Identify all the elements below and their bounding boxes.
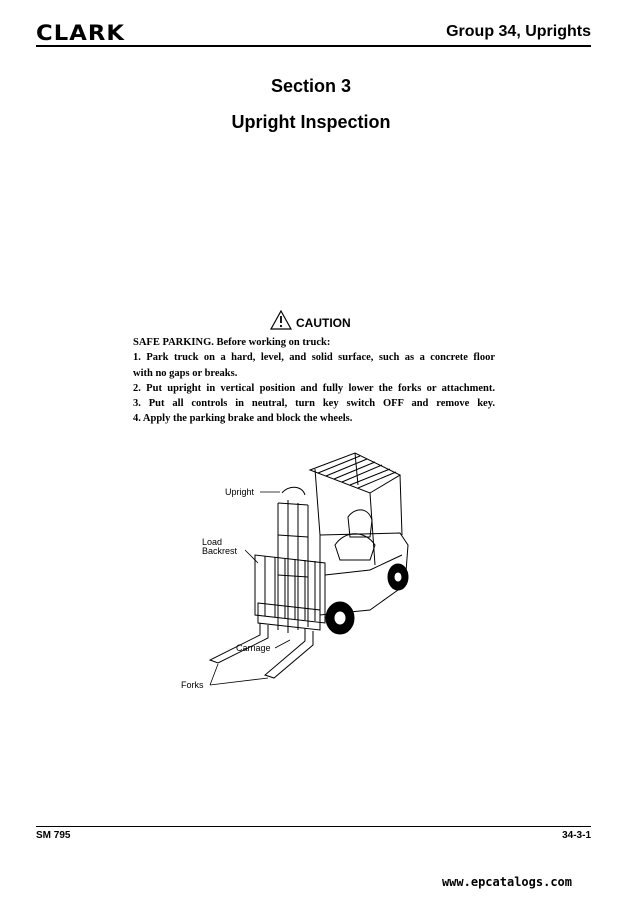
caution-line: 2. Put upright in vertical position and fully lower the forks or attachment. bbox=[133, 382, 495, 394]
brand-logo: CLARK bbox=[36, 21, 126, 45]
caution-heading bbox=[270, 310, 351, 330]
footer-rule bbox=[36, 826, 591, 827]
page-title: Upright Inspection bbox=[231, 112, 391, 132]
warning-triangle-icon bbox=[270, 310, 292, 330]
section-number: Section 3 bbox=[270, 76, 352, 96]
group-title: Group 34, Uprights bbox=[446, 23, 591, 40]
caution-line: 1. Park truck on a hard, level, and solid surface, such as a concrete floor bbox=[133, 352, 495, 364]
label-upright: Upright bbox=[225, 487, 255, 497]
caution-line: SAFE PARKING. Before working on truck: bbox=[133, 337, 331, 348]
caution-line: with no gaps or breaks. bbox=[133, 367, 238, 379]
caution-line: 3. Put all controls in neutral, turn key switch OFF and remove key. bbox=[133, 398, 495, 410]
header-rule bbox=[36, 45, 591, 47]
label-forks: Forks bbox=[181, 680, 204, 690]
caution-label: CAUTION bbox=[296, 316, 351, 330]
label-carriage: Carriage bbox=[236, 643, 271, 653]
forklift-illustration bbox=[170, 445, 420, 690]
footer-page-number: 34-3-1 bbox=[562, 830, 591, 841]
footer-doc-number: SM 795 bbox=[36, 830, 71, 841]
caution-line: 4. Apply the parking brake and block the wheels. bbox=[133, 413, 353, 425]
watermark: www.epcatalogs.com bbox=[441, 875, 572, 889]
forklift-drawing bbox=[170, 445, 420, 690]
caution-text bbox=[133, 335, 495, 427]
label-load: Load bbox=[202, 537, 223, 547]
label-backrest: Backrest bbox=[202, 546, 238, 556]
